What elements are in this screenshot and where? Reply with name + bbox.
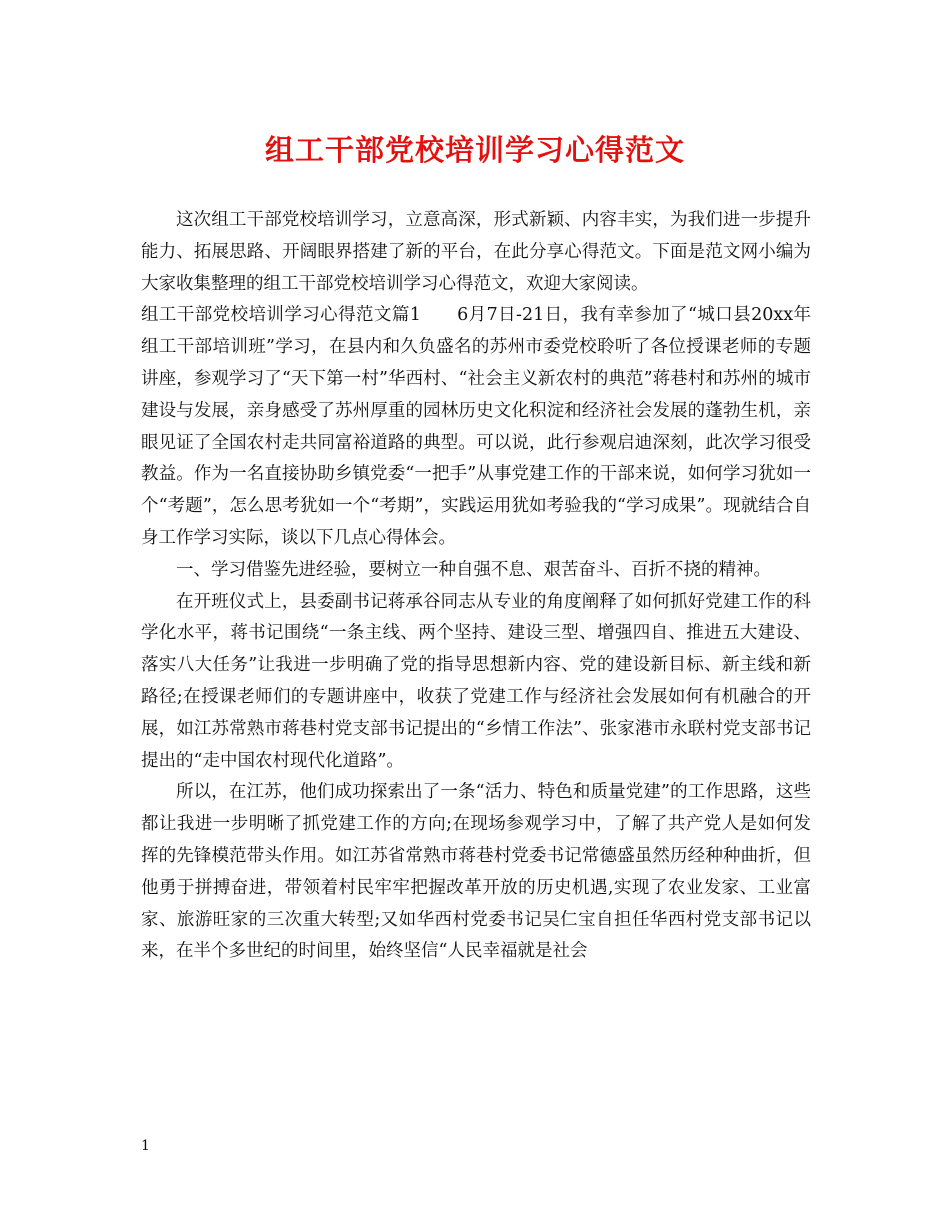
paragraph-section-heading-1: 一、学习借鉴先进经验，要树立一种自强不息、艰苦奋斗、百折不挠的精神。 bbox=[176, 559, 771, 580]
paragraph-article-1-start: 组工干部党校培训学习心得范文篇1 6月7日-21日，我有幸参加了“城口县20xx年组工干部培训班”学习，在县内和久负盛名的苏州市委党校聆听了各位授课老师的专题讲座，参观学习了“天下第一村”华西村、“社会主义新农村的典范”蒋巷村和苏州的城市建设与发展，亲身感受了苏州厚重的园林历史文化积淀和经济社会发展的蓬勃生机，亲眼见证了全国农村走共同富裕道路的典型。可以说，此行参观启迪深刻，此次学习很受教益。作为一名直接协助乡镇党委“一把手”从事党建工作的干部来说，如何学习犹如一个“考题”，怎么思考犹如一个“考期”，实践运用犹如考验我的“学习成果”。现就结合自身工作学习实际，谈以下几点心得体会。 bbox=[141, 305, 811, 548]
document-body bbox=[141, 205, 811, 968]
paragraph-jiangsu: 所以，在江苏，他们成功探索出了一条“活力、特色和质量党建”的工作思路，这些都让我进一步明晰了抓党建工作的方向;在现场参观学习中，了解了共产党人是如何发挥的先锋模范带头作用。如江苏省常熟市蒋巷村党委书记常德盛虽然历经种种曲折，但他勇于拼搏奋进，带领着村民牢牢把握改革开放的历史机遇,实现了农业发家、工业富家、旅游旺家的三次重大转型;又如华西村党委书记吴仁宝自担任华西村党支部书记以来，在半个多世纪的时间里，始终坚信“人民幸福就是社会 bbox=[141, 782, 811, 962]
page-number: 1 bbox=[141, 1138, 150, 1154]
paragraph-opening-ceremony: 在开班仪式上，县委副书记蒋承谷同志从专业的角度阐释了如何抓好党建工作的科学化水平，蒋书记围绕“一条主线、两个坚持、建设三型、增强四自、推进五大建设、落实八大任务”让我进一步明确了党的指导思想新内容、党的建设新目标、新主线和新路径;在授课老师们的专题讲座中，收获了党建工作与经济社会发展如何有机融合的开展，如江苏常熟市蒋巷村党支部书记提出的“乡情工作法”、张家港市永联村党支部书记提出的“走中国农村现代化道路”。 bbox=[141, 591, 811, 771]
paragraph-intro: 这次组工干部党校培训学习，立意高深，形式新颖、内容丰实，为我们进一步提升能力、拓展思路、开阔眼界搭建了新的平台，在此分享心得范文。下面是范文网小编为大家收集整理的组工干部党校培训学习心得范文，欢迎大家阅读。 bbox=[141, 210, 811, 294]
document-title: 组工干部党校培训学习心得范文 bbox=[264, 133, 685, 167]
